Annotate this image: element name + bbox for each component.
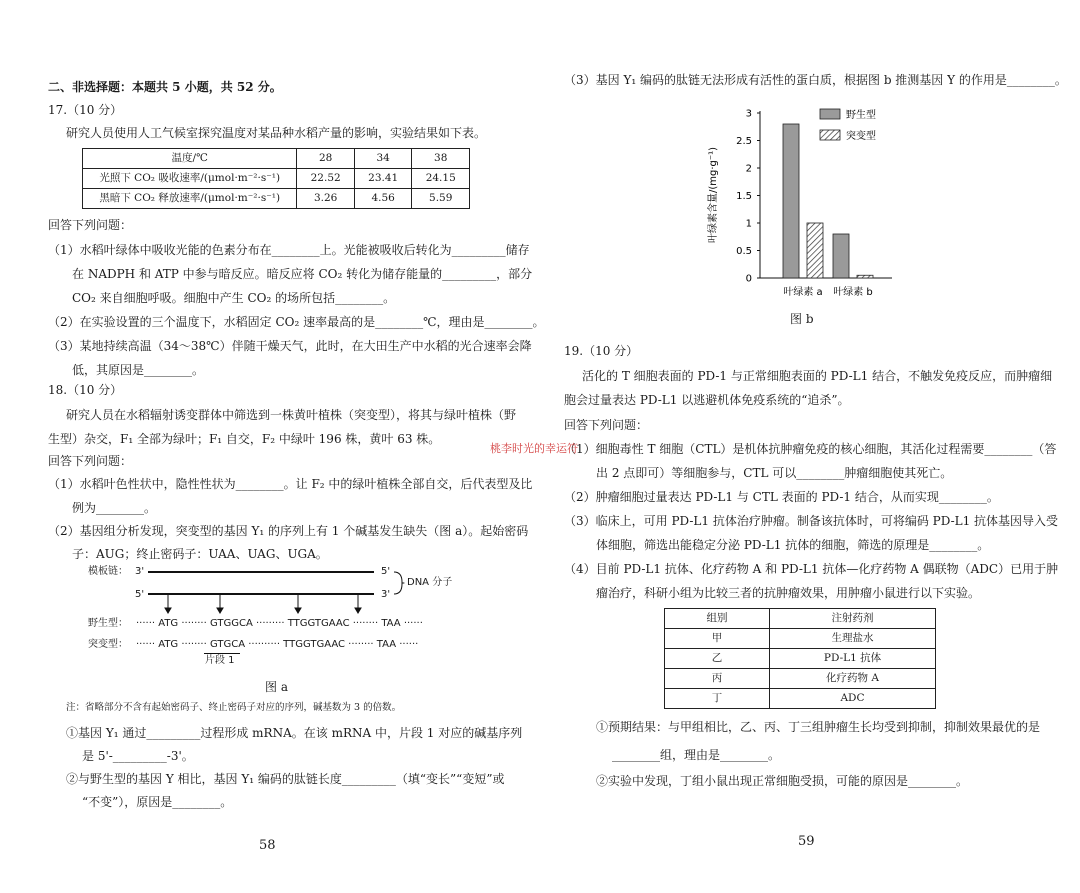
table-cell: 22.52 [297,169,355,189]
chart-bars [783,124,873,278]
chart-legend [820,108,876,142]
table-header-cell: 温度/℃ [83,149,297,169]
table-cell: 生理盐水 [770,629,936,649]
table-cell: 24.15 [412,169,470,189]
table-header-cell: 34 [354,149,412,169]
chart-y-tick-label: 1.5 [736,191,752,202]
table-row [665,669,936,689]
table-cell: 乙 [665,649,770,669]
table-cell: 黑暗下 CO₂ 释放速率/(μmol·m⁻²·s⁻¹) [83,189,297,209]
legend-label: 突变型 [846,131,876,142]
chart-y-tick-label: 3 [745,108,752,120]
chart-y-tick-label: 0.5 [736,246,752,257]
q17-line: （3）某地持续高温（34～38℃）伴随干燥天气，此时，在大田生产中水稻的光合速率会降 [48,339,532,353]
q18-sub-line: ②与野生型的基因 Y 相比，基因 Y₁ 编码的肽链长度_________（填“变长”“变短”或 [66,772,505,786]
q19-intro-line: 活化的 T 细胞表面的 PD-1 与正常细胞表面的 PD-L1 结合，不触发免疫反应，而肿瘤细 [582,369,1053,383]
wild-type-sequence: ······ ATG ········ GTGGCA ········· TTGGTGAAC ········ TAA ······ [136,618,423,629]
chart-ticks [736,109,760,285]
arrows [165,595,361,613]
q19-tail-line: ①预期结果：与甲组相比，乙、丙、丁三组肿瘤生长均受到抑制，抑制效果最优的是 [596,720,1041,734]
strand-end-label: 3' [381,589,391,600]
q18-3-line: （3）基因 Y₁ 编码的肽链无法形成有活性的蛋白质，根据图 b 推测基因 Y 的作用是________。 [564,73,1067,87]
table-cell: ADC [770,689,936,709]
chart-y-tick-label: 2 [745,163,752,175]
table-header-cell: 38 [412,149,470,169]
chart-bar [807,223,823,278]
legend-swatch [820,130,840,140]
mutant-label: 突变型： [88,639,128,650]
table-row [83,149,470,169]
q19-q4-line: （4）目前 PD-L1 抗体、化疗药物 A 和 PD-L1 抗体—化疗药物 A 偶联物（ADC）已用于肿 [564,562,1059,576]
table-header-cell: 28 [297,149,355,169]
table-cell: 丁 [665,689,770,709]
q18-sub-line: ①基因 Y₁ 通过_________过程形成 mRNA。在该 mRNA 中，片段 1 对应的碱基序列 [66,726,523,740]
q19-q3-line: （3）临床上，可用 PD-L1 抗体治疗肿瘤。制备该抗体时，可将编码 PD-L1 抗体基因导入受 [564,514,1059,528]
legend-swatch [820,109,840,119]
q17-line: 低，其原因是________。 [72,363,205,377]
section-title: 二、非选择题：本题共 5 小题，共 52 分。 [48,80,282,94]
q17-prompt: 回答下列问题： [48,218,133,232]
figure-b-chart [700,100,910,300]
figure-b-caption: 图 b [790,312,814,326]
table-row [83,189,470,209]
dna-brace [394,572,404,594]
wild-type-label: 野生型： [88,618,128,629]
q18-line: 子：AUG；终止密码子：UAA、UAG、UGA。 [72,547,328,561]
table-cell: 化疗药物 A [770,669,936,689]
dna-molecule-label: DNA 分子 [407,577,453,588]
watermark-text: 桃李时光的幸运符 [490,442,578,455]
table-row [665,689,936,709]
table-row [665,629,936,649]
legend-label: 野生型 [846,110,876,121]
figure-a-note: 注：省略部分不含有起始密码子、终止密码子对应的序列，碱基数为 3 的倍数。 [66,702,402,713]
table-cell: 甲 [665,629,770,649]
table-cell: PD-L1 抗体 [770,649,936,669]
table-header-cell: 注射药剂 [770,609,936,629]
chart-bar [857,275,873,278]
q19-q4-line: 瘤治疗，科研小组为比较三者的抗肿瘤效果，用肿瘤小鼠进行以下实验。 [596,586,981,600]
q17-table [82,148,470,209]
table-cell: 3.26 [297,189,355,209]
table-cell: 光照下 CO₂ 吸收速率/(μmol·m⁻²·s⁻¹) [83,169,297,189]
q17-line: （2）在实验设置的三个温度下，水稻固定 CO₂ 速率最高的是________℃，理由是________。 [48,315,545,329]
mutant-sequence: ······ ATG ········ GTGCA ·········· TTGGTGAAC ········ TAA ······ [136,639,419,650]
q18-sub-line: “不变”），原因是________。 [82,795,233,809]
q19-tail-line: ________组，理由是________。 [612,748,781,762]
table-cell: 5.59 [412,189,470,209]
q17-header: 17.（10 分） [48,103,123,117]
q19-intro-line: 胞会过量表达 PD-L1 以逃避机体免疫系统的“追杀”。 [564,393,850,407]
strand-end-label: 3' [135,566,145,577]
chart-bar [833,234,849,278]
q19-header: 19.（10 分） [564,344,639,358]
chart-y-tick-label: 1 [745,218,752,230]
strand-end-label: 5' [135,589,145,600]
chart-y-tick-label: 0 [745,273,752,285]
q18-line: 回答下列问题： [48,454,133,468]
chart-category-label: 叶绿素 a [783,287,823,298]
q19-intro-line: 回答下列问题： [564,418,649,432]
chart-category-label: 叶绿素 b [833,287,873,298]
q18-line: 生型）杂交，F₁ 全部为绿叶；F₁ 自交，F₂ 中绿叶 196 株，黄叶 63 株。 [48,432,441,446]
chart-y-tick-label: 2.5 [736,136,752,147]
q17-line: CO₂ 来自细胞呼吸。细胞中产生 CO₂ 的场所包括________。 [72,291,396,305]
q18-line: 研究人员在水稻辐射诱变群体中筛选到一株黄叶植株（突变型），将其与绿叶植株（野 [66,408,517,422]
q19-q2-line: （2）肿瘤细胞过量表达 PD-L1 与 CTL 表面的 PD-1 结合，从而实现________。 [564,490,999,504]
dna-strands-diagram [140,562,410,614]
table-cell: 丙 [665,669,770,689]
q18-header: 18.（10 分） [48,383,123,397]
table-row [83,169,470,189]
table-row [665,609,936,629]
page-number-left: 58 [259,838,276,853]
q18-line: （1）水稻叶色性状中，隐性性状为________。让 F₂ 中的绿叶植株全部自交，后代表型及比 [48,477,533,491]
figure-a-caption: 图 a [265,680,288,694]
q19-tail-line: ②实验中发现，丁组小鼠出现正常细胞受损，可能的原因是________。 [596,774,969,788]
template-strand-label: 模板链： [88,566,128,577]
q17-line: （1）水稻叶绿体中吸收光能的色素分布在________上。光能被吸收后转化为_________储存 [48,243,530,257]
fragment-label: 片段 1 [205,655,235,666]
table-cell: 23.41 [354,169,412,189]
table-cell: 4.56 [354,189,412,209]
q17-intro: 研究人员使用人工气候室探究温度对某品种水稻产量的影响，实验结果如下表。 [66,126,487,140]
q19-q1-line: 出 2 点即可）等细胞参与，CTL 可以________肿瘤细胞使其死亡。 [596,466,953,480]
q17-line: 在 NADPH 和 ATP 中参与暗反应。暗反应将 CO₂ 转化为储存能量的_________，部分 [72,267,533,281]
table-row [665,649,936,669]
chart-y-axis-label: 叶绿素含量/(mg·g⁻¹) [708,146,719,244]
q18-sub-line: 是 5'-_________-3'。 [82,749,194,763]
q19-table [664,608,936,709]
chart-bar [783,124,799,278]
fragment-underline [204,653,240,654]
page-number-right: 59 [798,834,815,849]
q18-line: （2）基因组分析发现，突变型的基因 Y₁ 的序列上有 1 个碱基发生缺失（图 a）。起始密码 [48,524,529,538]
q19-q3-line: 体细胞，筛选出能稳定分泌 PD-L1 抗体的细胞，筛选的原理是________。 [596,538,990,552]
q19-q1-line: （1）细胞毒性 T 细胞（CTL）是机体抗肿瘤免疫的核心细胞，其活化过程需要________（答 [564,442,1057,456]
table-header-cell: 组别 [665,609,770,629]
q18-line: 例为________。 [72,501,157,515]
strand-end-label: 5' [381,566,391,577]
